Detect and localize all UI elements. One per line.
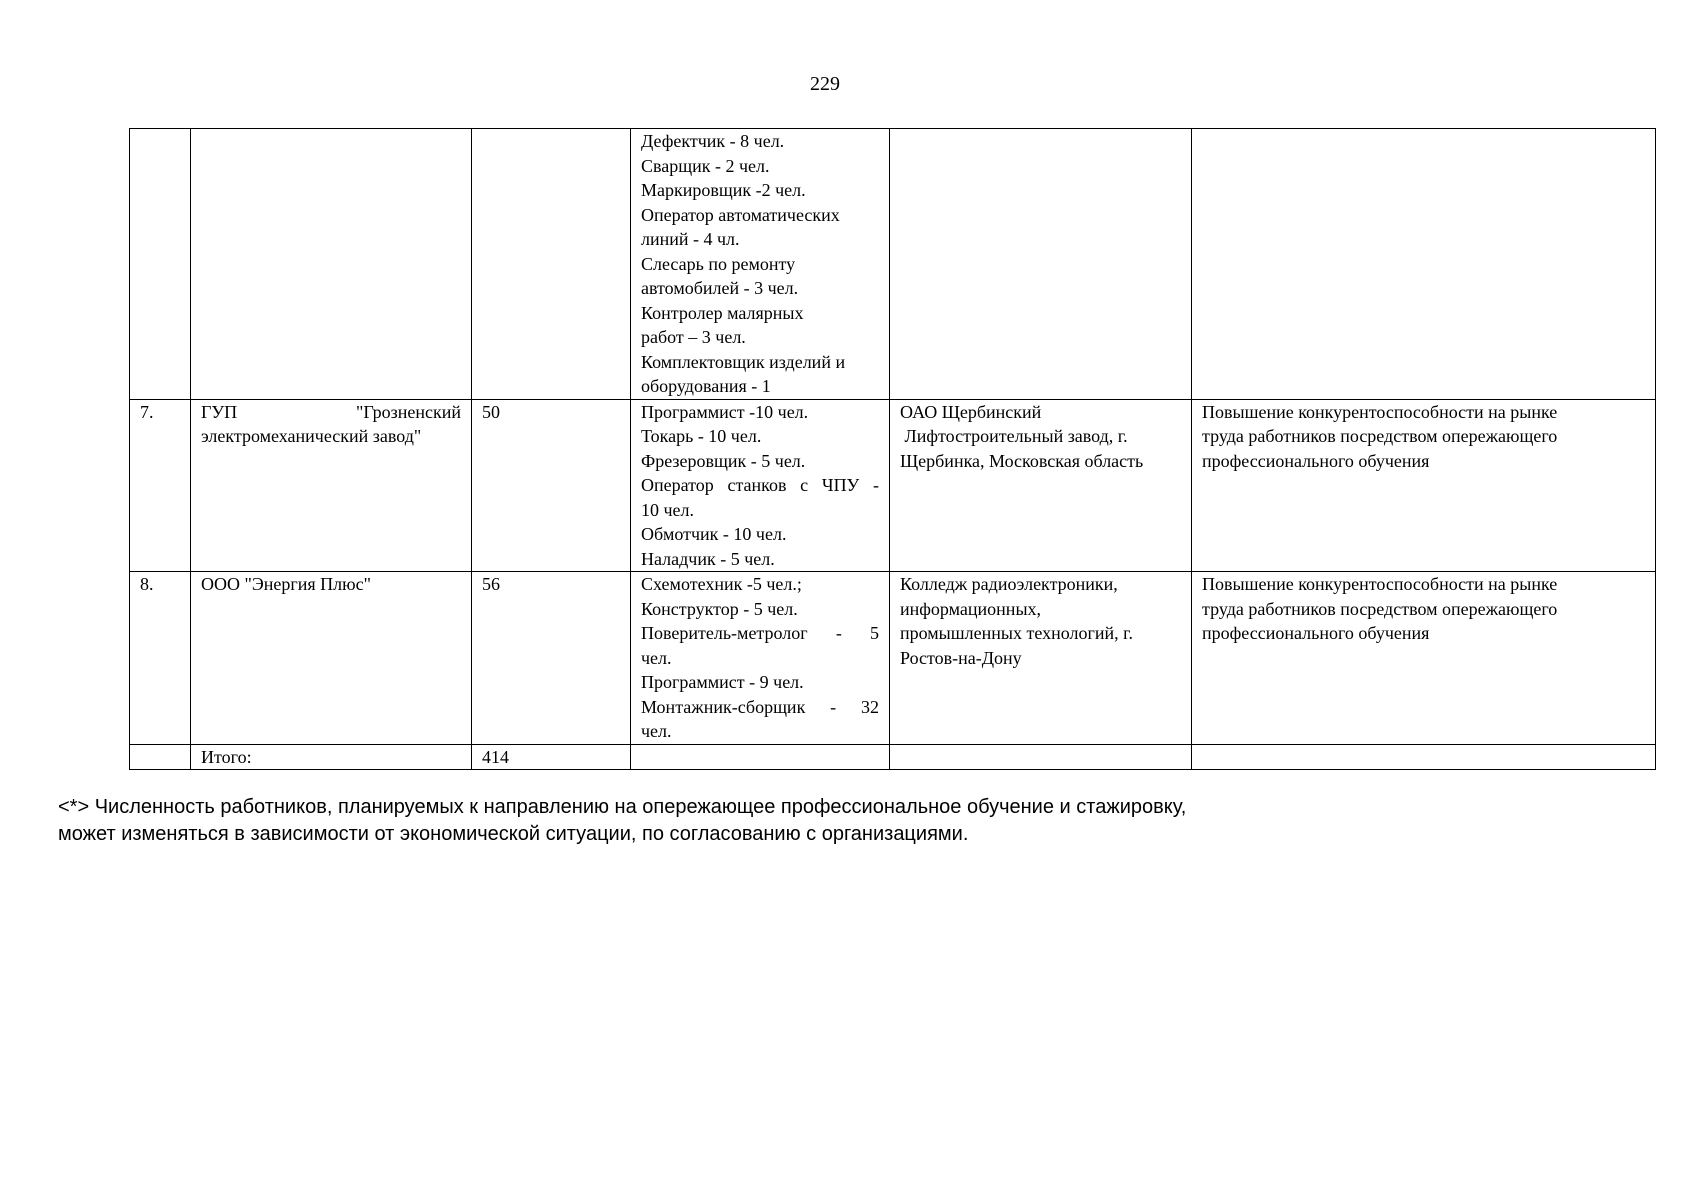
profession-line: Токарь - 10 чел. [641, 426, 762, 446]
training-organization-line: ОАО Щербинский [900, 401, 1042, 422]
employee-count-cell [472, 129, 631, 400]
profession-line: Маркировщик -2 чел. [641, 180, 806, 200]
profession-line: Обмотчик - 10 чел. [641, 524, 787, 544]
organization-line: ООО "Энергия Плюс" [201, 574, 371, 594]
profession-line: Фрезеровщик - 5 чел. [641, 450, 806, 471]
profession-line: чел. [641, 721, 672, 741]
professions-cell [631, 744, 890, 770]
employee-count-cell: 50 [472, 399, 631, 572]
profession-line: Слесарь по ремонту [641, 253, 796, 274]
goal-cell [1192, 129, 1656, 400]
profession-line: Наладчик - 5 чел. [641, 548, 775, 569]
training-organization-line: Щербинка, Московская область [900, 450, 1144, 471]
table-row [130, 572, 1656, 745]
total-label: Итого: [191, 744, 472, 770]
organization-cell [191, 129, 472, 400]
profession-line: 10 чел. [641, 499, 695, 520]
page-number: 229 [810, 73, 840, 95]
profession-line: Поверитель-метролог - 5 [641, 623, 879, 643]
goal-line: труда работников посредством опережающего [1202, 426, 1558, 446]
training-organization-cell [890, 129, 1192, 400]
profession-line: Программист - 9 чел. [641, 672, 804, 692]
total-value: 414 [472, 744, 631, 770]
footnote [58, 794, 1186, 848]
profession-line: Монтажник-сборщик - 32 [641, 696, 879, 717]
footnote-line: <*> Численность работников, планируемых к направлению на опережающее профессиональное обучение и стажировку, [58, 796, 1187, 818]
training-organization-cell [890, 572, 1192, 745]
row-number-cell [130, 744, 191, 770]
professions-cell [631, 129, 890, 400]
training-organization-line: Колледж радиоэлектроники, [900, 574, 1118, 594]
training-organization-cell [890, 744, 1192, 770]
goal-line: профессионального обучения [1202, 450, 1430, 471]
goal-cell [1192, 744, 1656, 770]
goal-line: Повышение конкурентоспособности на рынке [1202, 574, 1558, 594]
employee-training-table [129, 128, 1656, 770]
footnote-line: может изменяться в зависимости от экономической ситуации, по согласованию с организациями. [58, 823, 969, 845]
training-organization-line: информационных, [900, 598, 1042, 619]
profession-line: Комплектовщик изделий и [641, 351, 846, 372]
profession-line: автомобилей - 3 чел. [641, 278, 799, 298]
goal-line: профессионального обучения [1202, 623, 1430, 643]
profession-line: оборудования - 1 [641, 376, 771, 396]
training-organization-cell [890, 399, 1192, 572]
profession-line: чел. [641, 647, 672, 668]
goal-cell [1192, 572, 1656, 745]
employee-count-cell: 56 [472, 572, 631, 745]
organization-line: ГУП "Грозненский [201, 401, 461, 422]
row-number-cell [130, 129, 191, 400]
training-organization-line: Ростов-на-Дону [900, 647, 1022, 668]
profession-line: Контролер малярных [641, 302, 804, 323]
goal-line: Повышение конкурентоспособности на рынке [1202, 401, 1558, 422]
profession-line: работ – 3 чел. [641, 327, 746, 347]
profession-line: Дефектчик - 8 чел. [641, 131, 785, 151]
profession-line: Оператор станков с ЧПУ - [641, 475, 879, 495]
training-organization-line: Лифтостроительный завод, г. [900, 426, 1128, 446]
row-number-cell: 7. [130, 399, 191, 572]
professions-cell [631, 572, 890, 745]
table-row [130, 399, 1656, 572]
profession-line: Схемотехник -5 чел.; [641, 574, 802, 594]
organization-line: электромеханический завод" [201, 426, 422, 446]
table-row [130, 129, 1656, 400]
profession-line: Сварщик - 2 чел. [641, 155, 770, 176]
training-organization-line: промышленных технологий, г. [900, 623, 1133, 643]
profession-line: линий - 4 чл. [641, 229, 740, 249]
goal-cell [1192, 399, 1656, 572]
goal-line: труда работников посредством опережающего [1202, 598, 1558, 619]
row-number-cell: 8. [130, 572, 191, 745]
profession-line: Конструктор - 5 чел. [641, 598, 798, 619]
total-row [130, 744, 1656, 770]
profession-line: Программист -10 чел. [641, 401, 809, 422]
profession-line: Оператор автоматических [641, 204, 840, 225]
organization-cell [191, 572, 472, 745]
professions-cell [631, 399, 890, 572]
organization-cell [191, 399, 472, 572]
